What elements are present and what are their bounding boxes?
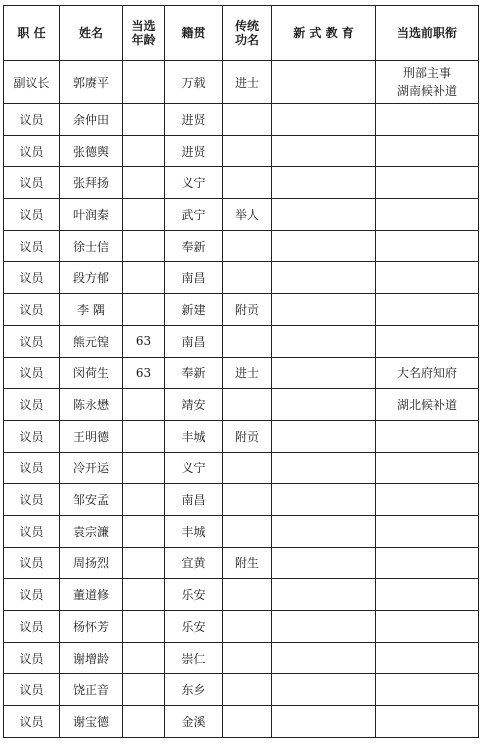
cell-name: 邹安孟 <box>60 484 123 516</box>
cell-position: 议员 <box>4 230 60 262</box>
cell-name: 张拜扬 <box>60 167 123 199</box>
table-row <box>4 484 479 516</box>
cell-origin: 丰城 <box>165 420 223 452</box>
cell-origin: 乐安 <box>165 579 223 611</box>
header-age <box>123 6 165 61</box>
cell-origin: 靖安 <box>165 389 223 421</box>
cell-age <box>123 515 165 547</box>
cell-name: 冷开运 <box>60 452 123 484</box>
cell-prior-post <box>376 579 479 611</box>
cell-prior-post <box>376 357 479 389</box>
cell-name: 谢宝德 <box>60 706 123 738</box>
prior-post-line: 湖南候补道 <box>396 84 457 98</box>
table-row <box>4 294 479 326</box>
cell-traditional: 进士 <box>223 61 272 104</box>
header-origin: 籍贯 <box>165 6 223 61</box>
cell-modern-education <box>272 547 376 579</box>
cell-position: 议员 <box>4 642 60 674</box>
cell-traditional: 进士 <box>223 357 272 389</box>
header-row <box>4 6 479 61</box>
cell-prior-post <box>376 642 479 674</box>
cell-age <box>123 61 165 104</box>
cell-prior-post <box>376 706 479 738</box>
cell-name: 张德舆 <box>60 135 123 167</box>
cell-name: 李 隅 <box>60 294 123 326</box>
cell-name: 叶润秦 <box>60 199 123 231</box>
header-trad-line1: 传统 <box>234 19 259 33</box>
cell-name: 王明德 <box>60 420 123 452</box>
cell-position: 议员 <box>4 325 60 357</box>
header-age-line2: 年龄 <box>131 33 156 47</box>
cell-traditional <box>223 135 272 167</box>
cell-modern-education <box>272 674 376 706</box>
cell-modern-education <box>272 706 376 738</box>
cell-origin: 南昌 <box>165 262 223 294</box>
cell-traditional <box>223 611 272 643</box>
cell-traditional <box>223 674 272 706</box>
cell-traditional <box>223 579 272 611</box>
cell-position: 议员 <box>4 515 60 547</box>
cell-origin: 东乡 <box>165 674 223 706</box>
prior-post-line: 大名府知府 <box>396 365 457 380</box>
cell-origin: 宜黄 <box>165 547 223 579</box>
cell-traditional <box>223 452 272 484</box>
cell-position: 议员 <box>4 579 60 611</box>
cell-prior-post <box>376 420 479 452</box>
cell-traditional <box>223 325 272 357</box>
cell-prior-post <box>376 325 479 357</box>
cell-age <box>123 484 165 516</box>
cell-prior-post <box>376 61 479 104</box>
cell-origin: 进贤 <box>165 104 223 136</box>
table-row <box>4 357 479 389</box>
cell-position: 议员 <box>4 262 60 294</box>
table-row <box>4 104 479 136</box>
cell-modern-education <box>272 104 376 136</box>
cell-origin: 进贤 <box>165 135 223 167</box>
cell-age <box>123 642 165 674</box>
cell-modern-education <box>272 515 376 547</box>
cell-traditional <box>223 262 272 294</box>
table-row <box>4 452 479 484</box>
cell-traditional <box>223 484 272 516</box>
cell-modern-education <box>272 294 376 326</box>
cell-position: 议员 <box>4 674 60 706</box>
header-prior-post: 当选前职衔 <box>376 6 479 61</box>
cell-name: 闵荷生 <box>60 357 123 389</box>
cell-origin: 新建 <box>165 294 223 326</box>
cell-modern-education <box>272 135 376 167</box>
cell-origin: 万载 <box>165 61 223 104</box>
table-row <box>4 230 479 262</box>
cell-age: 63 <box>123 357 165 389</box>
cell-prior-post <box>376 611 479 643</box>
cell-position: 副议长 <box>4 61 60 104</box>
cell-age <box>123 579 165 611</box>
cell-modern-education <box>272 199 376 231</box>
header-trad-line2: 功名 <box>234 33 259 47</box>
cell-modern-education <box>272 389 376 421</box>
table-row <box>4 642 479 674</box>
cell-age <box>123 199 165 231</box>
cell-origin: 奉新 <box>165 357 223 389</box>
table-row <box>4 199 479 231</box>
cell-name: 郭赓平 <box>60 61 123 104</box>
cell-origin: 义宁 <box>165 452 223 484</box>
cell-modern-education <box>272 262 376 294</box>
cell-position: 议员 <box>4 104 60 136</box>
cell-position: 议员 <box>4 706 60 738</box>
cell-modern-education <box>272 167 376 199</box>
roster-table <box>3 5 479 738</box>
table-row <box>4 579 479 611</box>
cell-name: 周扬烈 <box>60 547 123 579</box>
cell-position: 议员 <box>4 357 60 389</box>
cell-name: 饶正音 <box>60 674 123 706</box>
cell-name: 袁宗濂 <box>60 515 123 547</box>
cell-age <box>123 135 165 167</box>
cell-age: 63 <box>123 325 165 357</box>
cell-origin: 南昌 <box>165 484 223 516</box>
cell-origin: 丰城 <box>165 515 223 547</box>
cell-traditional: 附贡 <box>223 294 272 326</box>
cell-age <box>123 294 165 326</box>
cell-age <box>123 547 165 579</box>
cell-prior-post <box>376 199 479 231</box>
cell-age <box>123 167 165 199</box>
cell-age <box>123 611 165 643</box>
table-row <box>4 389 479 421</box>
cell-origin: 义宁 <box>165 167 223 199</box>
cell-traditional: 附贡 <box>223 420 272 452</box>
cell-name: 杨怀芳 <box>60 611 123 643</box>
table-row <box>4 262 479 294</box>
cell-prior-post <box>376 484 479 516</box>
cell-traditional: 附生 <box>223 547 272 579</box>
cell-modern-education <box>272 420 376 452</box>
cell-name: 段方郁 <box>60 262 123 294</box>
cell-prior-post <box>376 452 479 484</box>
table-row <box>4 674 479 706</box>
cell-prior-post <box>376 294 479 326</box>
prior-post-line: 湖北候补道 <box>396 397 457 412</box>
cell-traditional <box>223 230 272 262</box>
cell-name: 谢增龄 <box>60 642 123 674</box>
cell-modern-education <box>272 452 376 484</box>
cell-traditional <box>223 706 272 738</box>
cell-origin: 崇仁 <box>165 642 223 674</box>
cell-modern-education <box>272 484 376 516</box>
cell-age <box>123 104 165 136</box>
cell-traditional: 举人 <box>223 199 272 231</box>
table-row <box>4 706 479 738</box>
cell-age <box>123 706 165 738</box>
cell-prior-post <box>376 389 479 421</box>
cell-age <box>123 674 165 706</box>
cell-name: 陈永懋 <box>60 389 123 421</box>
table-row <box>4 167 479 199</box>
header-modern-education: 新 式 教 育 <box>272 6 376 61</box>
cell-origin: 武宁 <box>165 199 223 231</box>
cell-age <box>123 389 165 421</box>
header-age-line1: 当选 <box>131 19 156 33</box>
cell-position: 议员 <box>4 389 60 421</box>
roster-body <box>4 61 479 738</box>
cell-prior-post <box>376 135 479 167</box>
cell-prior-post <box>376 674 479 706</box>
cell-origin: 南昌 <box>165 325 223 357</box>
table-row <box>4 135 479 167</box>
cell-age <box>123 420 165 452</box>
table-row <box>4 547 479 579</box>
cell-modern-education <box>272 61 376 104</box>
cell-traditional <box>223 104 272 136</box>
table-row <box>4 420 479 452</box>
cell-prior-post <box>376 104 479 136</box>
cell-modern-education <box>272 642 376 674</box>
cell-name: 董道修 <box>60 579 123 611</box>
cell-age <box>123 452 165 484</box>
cell-modern-education <box>272 230 376 262</box>
cell-modern-education <box>272 357 376 389</box>
cell-modern-education <box>272 579 376 611</box>
cell-modern-education <box>272 325 376 357</box>
cell-age <box>123 230 165 262</box>
prior-post-line: 刑部主事 <box>402 66 451 80</box>
cell-traditional <box>223 167 272 199</box>
cell-name: 熊元锽 <box>60 325 123 357</box>
table-row <box>4 61 479 104</box>
cell-prior-post <box>376 515 479 547</box>
cell-origin: 金溪 <box>165 706 223 738</box>
header-traditional <box>223 6 272 61</box>
table-row <box>4 325 479 357</box>
cell-origin: 乐安 <box>165 611 223 643</box>
cell-traditional <box>223 642 272 674</box>
table-row <box>4 611 479 643</box>
cell-position: 议员 <box>4 199 60 231</box>
header-position: 职 任 <box>4 6 60 61</box>
cell-position: 议员 <box>4 547 60 579</box>
cell-name: 徐士信 <box>60 230 123 262</box>
cell-age <box>123 262 165 294</box>
table-row <box>4 515 479 547</box>
cell-position: 议员 <box>4 294 60 326</box>
header-name: 姓名 <box>60 6 123 61</box>
cell-prior-post <box>376 547 479 579</box>
cell-position: 议员 <box>4 484 60 516</box>
cell-position: 议员 <box>4 167 60 199</box>
cell-prior-post <box>376 230 479 262</box>
cell-prior-post <box>376 262 479 294</box>
cell-modern-education <box>272 611 376 643</box>
cell-position: 议员 <box>4 611 60 643</box>
cell-position: 议员 <box>4 420 60 452</box>
cell-position: 议员 <box>4 135 60 167</box>
cell-origin: 奉新 <box>165 230 223 262</box>
cell-name: 余仲田 <box>60 104 123 136</box>
cell-traditional <box>223 389 272 421</box>
cell-prior-post <box>376 167 479 199</box>
cell-traditional <box>223 515 272 547</box>
cell-position: 议员 <box>4 452 60 484</box>
